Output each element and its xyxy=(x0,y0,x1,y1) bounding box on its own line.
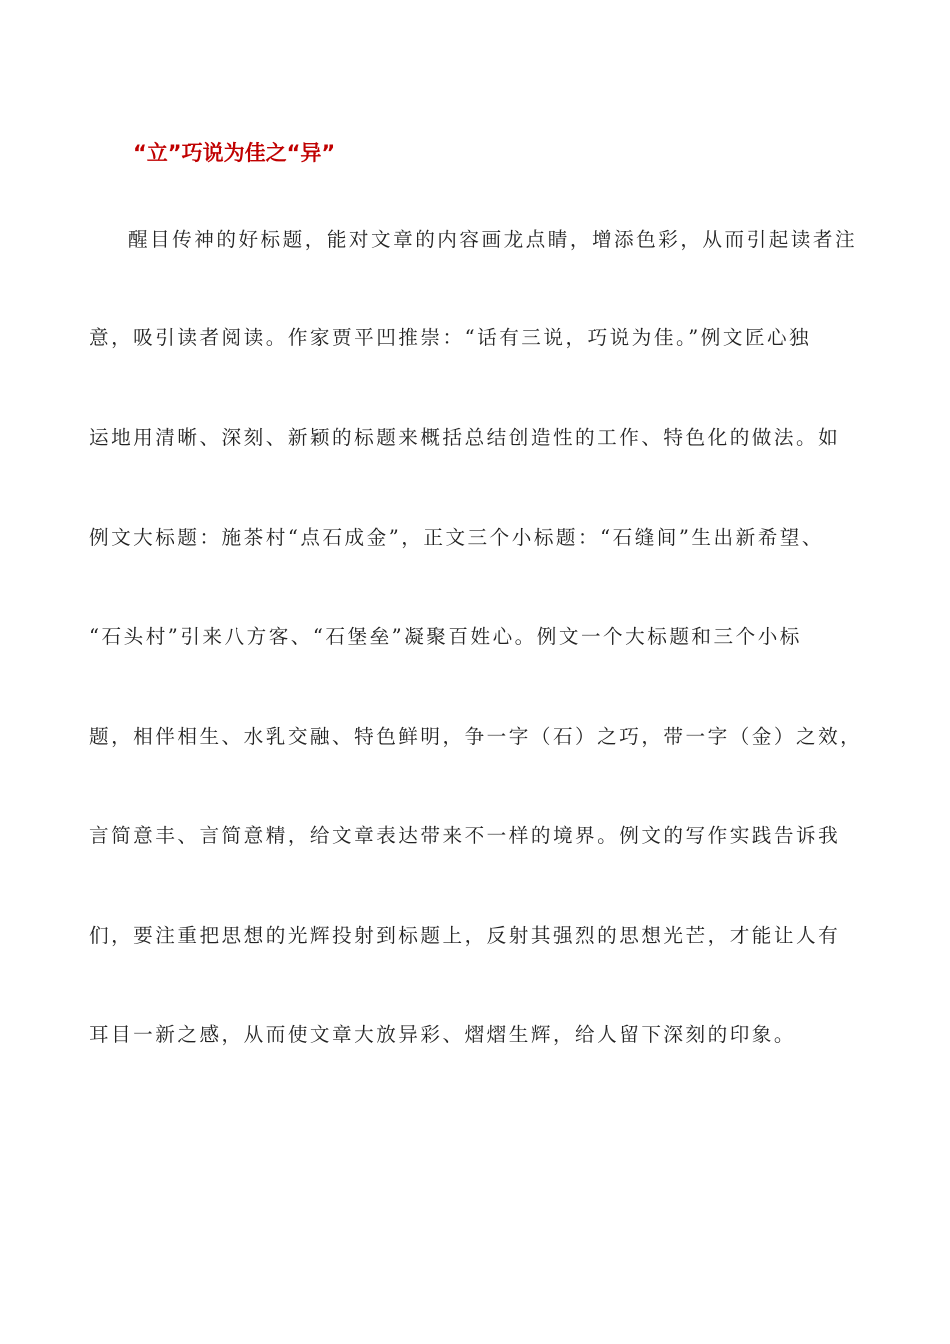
paragraph-line-1: 醒目传神的好标题，能对文章的内容画龙点睛，增添色彩，从而引起读者注 xyxy=(128,228,858,251)
paragraph-line-6: 题，相伴相生、水乳交融、特色鲜明，争一字（石）之巧，带一字（金）之效， xyxy=(89,725,863,748)
paragraph-line-9: 耳目一新之感，从而使文章大放异彩、熠熠生辉，给人留下深刻的印象。 xyxy=(89,1023,796,1046)
paragraph-line-8: 们，要注重把思想的光辉投射到标题上，反射其强烈的思想光芒，才能让人有 xyxy=(89,924,841,947)
paragraph-line-4: 例文大标题：施茶村“点石成金”，正文三个小标题：“石缝间”生出新希望、 xyxy=(89,526,824,549)
paragraph-line-7: 言简意丰、言简意精，给文章表达带来不一样的境界。例文的写作实践告诉我 xyxy=(89,824,841,847)
paragraph-line-2: 意，吸引读者阅读。作家贾平凹推崇：“话有三说，巧说为佳。”例文匠心独 xyxy=(89,326,812,349)
section-heading: “立”巧说为佳之“异” xyxy=(133,141,336,165)
paragraph-line-3: 运地用清晰、深刻、新颖的标题来概括总结创造性的工作、特色化的做法。如 xyxy=(89,426,841,449)
paragraph-line-5: “石头村”引来八方客、“石堡垒”凝聚百姓心。例文一个大标题和三个小标 xyxy=(89,625,802,648)
